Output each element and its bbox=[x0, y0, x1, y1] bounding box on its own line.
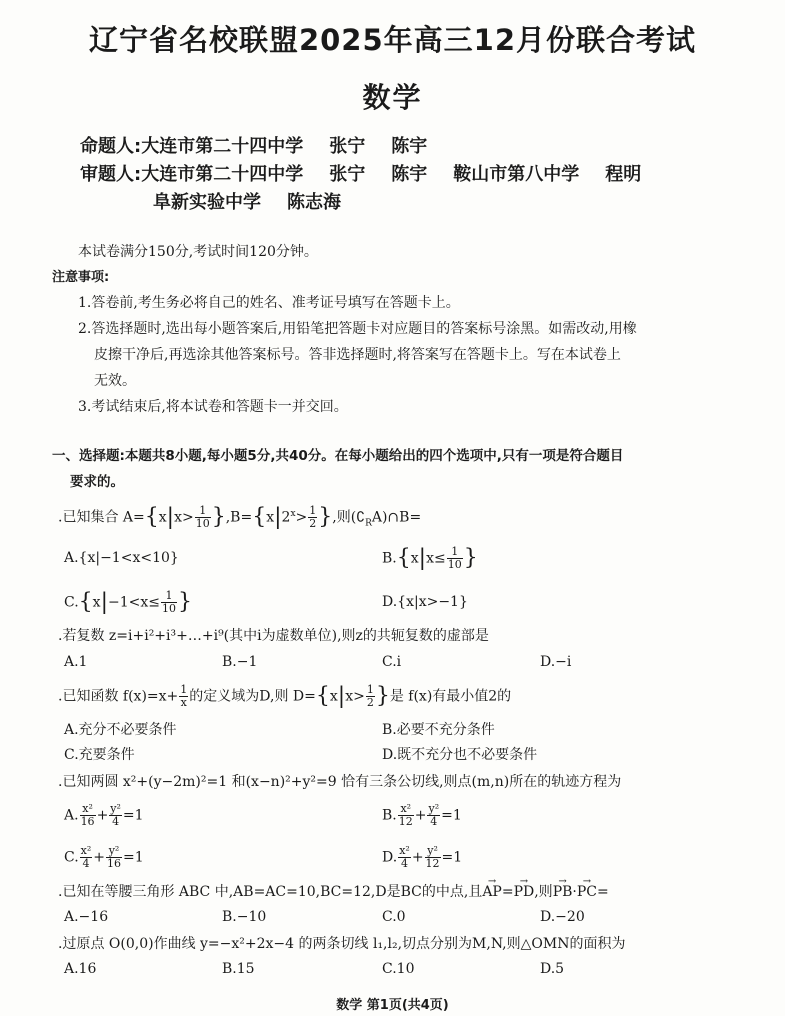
q3-frac-2-num: 1 bbox=[366, 683, 374, 696]
q3-option-d[interactable]: D.既不充分也不必要条件 bbox=[382, 747, 538, 763]
note-item-2: 2.答选择题时,选出每小题答案后,用铅笔把答题卡对应题目的答案标号涂黑。如需改动,用橡 bbox=[78, 321, 637, 337]
q4-a-frac-2 bbox=[109, 803, 122, 828]
q4-c-frac-2-den: 16 bbox=[107, 857, 122, 870]
q5-vector-pd: → PD bbox=[514, 882, 535, 902]
q1-var: x bbox=[158, 509, 167, 526]
note-item-3: 3.考试结束后,将本试卷和答题卡一并交回。 bbox=[78, 399, 348, 415]
reviewer-name-3: 程明 bbox=[605, 164, 642, 185]
q4-d-frac-2-num: y² bbox=[425, 845, 441, 858]
q1-brace-close: } bbox=[211, 504, 226, 530]
q1-b-bar: | bbox=[418, 545, 427, 571]
q3-frac-2-den: 2 bbox=[366, 696, 374, 709]
q2-option-d[interactable]: D.−i bbox=[540, 654, 572, 670]
question-3-stem bbox=[58, 684, 511, 709]
reviewer-school-3: 阜新实验中学 bbox=[153, 192, 261, 213]
q3-option-a[interactable]: A.充分不必要条件 bbox=[64, 722, 177, 738]
q1-b-frac bbox=[447, 546, 463, 571]
q1-brace: { bbox=[144, 504, 159, 530]
q4-c-frac-2-num: y² bbox=[106, 845, 122, 858]
note-item-1: 1.答卷前,考生务必将自己的姓名、准考证号填写在答题卡上。 bbox=[78, 295, 460, 311]
q5-vector-ap: → AP bbox=[482, 882, 502, 902]
question-1-stem bbox=[58, 504, 421, 533]
q4-c-frac-1-den: 4 bbox=[82, 857, 90, 870]
q1-frac-2-num: 1 bbox=[309, 504, 317, 518]
q6-option-b[interactable]: B.15 bbox=[222, 961, 255, 977]
q1-b-var: x bbox=[410, 550, 419, 567]
q1-option-b[interactable] bbox=[382, 546, 478, 571]
q3-frac-2 bbox=[366, 684, 375, 709]
q1-bar: | bbox=[166, 504, 175, 530]
q4-a-eq: =1 bbox=[122, 807, 144, 824]
q4-a-plus: + bbox=[96, 807, 109, 824]
q1-c-brace-close: } bbox=[178, 589, 192, 615]
q1-text-a: .已知集合 A= bbox=[58, 509, 145, 526]
q3-brace-close: } bbox=[375, 683, 390, 709]
q4-option-d[interactable] bbox=[382, 845, 462, 870]
question-2-stem: .若复数 z=i+i²+i³+…+i⁹(其中i为虚数单位),则z的共轭复数的虚部是 bbox=[58, 628, 489, 644]
q1-brace-2-close: } bbox=[318, 504, 333, 530]
q1-b-num: 1 bbox=[447, 546, 463, 559]
q1-bar-2: | bbox=[274, 504, 282, 530]
reviewer-name-2: 陈宇 bbox=[391, 164, 428, 185]
page-footer: 数学 第1页(共4页) bbox=[336, 998, 449, 1013]
q4-c-frac-1 bbox=[80, 845, 93, 870]
q1-c-cond: −1<x≤ bbox=[108, 594, 160, 611]
reviewer-line-2 bbox=[153, 188, 367, 214]
q4-b-frac-1 bbox=[398, 803, 414, 828]
question-4-stem: .已知两圆 x²+(y−2m)²=1 和(x−n)²+y²=9 恰有三条公切线,则点(m,n)所在的轨迹方程为 bbox=[58, 774, 622, 790]
q4-d-plus: + bbox=[411, 849, 424, 866]
q1-exp: x bbox=[290, 509, 296, 519]
q3-cond: x> bbox=[345, 688, 365, 705]
q4-a-pre: A. bbox=[64, 807, 79, 824]
q5-text-b: ,则 bbox=[534, 884, 553, 900]
q5-vector-pc: → PC bbox=[577, 882, 597, 902]
q4-d-frac-2 bbox=[425, 845, 441, 870]
q4-c-eq: =1 bbox=[123, 849, 144, 866]
q4-b-frac-1-den: 12 bbox=[398, 815, 413, 828]
q1-c-num: 1 bbox=[161, 590, 177, 603]
exam-title: 辽宁省名校联盟2025年高三12月份联合考试 bbox=[88, 23, 697, 57]
q1-base: 2 bbox=[281, 509, 291, 526]
q5-dot: · bbox=[572, 884, 577, 900]
question-5-stem bbox=[58, 882, 609, 902]
q1-c-frac bbox=[161, 590, 177, 615]
q1-brace-2: { bbox=[252, 504, 267, 530]
q1-b-brace: { bbox=[396, 545, 411, 571]
q3-option-b[interactable]: B.必要不充分条件 bbox=[382, 722, 495, 738]
section-heading: 一、选择题:本题共8小题,每小题5分,共40分。在每小题给出的四个选项中,只有一项是符合题目 bbox=[52, 448, 624, 464]
q1-b-pre: B. bbox=[382, 550, 397, 567]
q1-frac-1-den: 10 bbox=[195, 517, 210, 531]
q4-d-frac-2-den: 12 bbox=[425, 857, 440, 870]
q4-c-frac-1-num: x² bbox=[80, 844, 92, 857]
q4-c-pre: C. bbox=[64, 849, 79, 866]
q3-text-a: .已知函数 f(x)=x+ bbox=[58, 688, 179, 705]
q3-frac-1-num: 1 bbox=[180, 683, 188, 696]
q4-option-b[interactable] bbox=[382, 803, 462, 828]
q2-option-b[interactable]: B.−1 bbox=[222, 654, 258, 670]
q4-b-frac-2-den: 4 bbox=[430, 815, 438, 828]
note-item-2-end: 无效。 bbox=[94, 373, 136, 389]
q3-text-b: 的定义域为D,则 D= bbox=[189, 688, 316, 705]
q1-c-var: x bbox=[92, 594, 101, 611]
q1-c-den: 10 bbox=[162, 602, 176, 615]
q5-option-d[interactable]: D.−20 bbox=[540, 909, 585, 925]
q4-c-plus: + bbox=[93, 849, 106, 866]
q3-frac-1 bbox=[179, 684, 188, 709]
q5-option-a[interactable]: A.−16 bbox=[64, 909, 109, 925]
q1-text-d: ,B= bbox=[225, 509, 253, 526]
q3-var: x bbox=[329, 688, 338, 705]
reviewer-school-2: 鞍山市第八中学 bbox=[453, 164, 580, 185]
q1-option-c[interactable] bbox=[64, 590, 192, 615]
q2-option-a[interactable]: A.1 bbox=[64, 654, 88, 670]
q1-b-cond: x≤ bbox=[426, 550, 446, 567]
reviewer-line bbox=[80, 160, 667, 186]
q4-option-a[interactable] bbox=[64, 803, 144, 828]
reviewer-label: 审题人:大连市第二十四中学 bbox=[80, 164, 304, 185]
q4-d-frac-1-num: x² bbox=[399, 844, 410, 857]
q1-cond: x> bbox=[174, 509, 194, 526]
setter-name-2: 陈宇 bbox=[391, 136, 428, 157]
q6-option-a[interactable]: A.16 bbox=[64, 961, 97, 977]
q4-b-frac-1-num: x² bbox=[398, 803, 414, 816]
q3-bar: | bbox=[337, 683, 346, 709]
q3-text-e: 是 f(x)有最小值2的 bbox=[389, 688, 512, 705]
q4-a-frac-1 bbox=[80, 803, 96, 828]
q4-b-frac-2-num: y² bbox=[428, 802, 440, 815]
q4-d-eq: =1 bbox=[441, 849, 463, 866]
q1-text-i: ,则(∁ bbox=[332, 509, 366, 526]
q6-option-d[interactable]: D.5 bbox=[540, 961, 565, 977]
reviewer-name-4: 陈志海 bbox=[287, 192, 341, 213]
q4-b-frac-2 bbox=[427, 803, 440, 828]
q4-option-c[interactable] bbox=[64, 845, 144, 870]
setter-name-1: 张宁 bbox=[329, 136, 366, 157]
exam-intro: 本试卷满分150分,考试时间120分钟。 bbox=[78, 244, 318, 260]
q5-text-c: = bbox=[597, 884, 609, 900]
q1-frac-1-num: 1 bbox=[195, 505, 211, 518]
q1-frac-2-den: 2 bbox=[309, 517, 317, 531]
q5-eq: = bbox=[501, 884, 514, 900]
q2-option-c[interactable]: C.i bbox=[382, 654, 402, 670]
q3-option-c[interactable]: C.充要条件 bbox=[64, 747, 135, 763]
q4-a-frac-2-num: y² bbox=[110, 802, 121, 815]
q1-sub-r: R bbox=[365, 518, 372, 529]
q4-a-frac-1-den: 16 bbox=[80, 815, 95, 828]
q1-frac-1 bbox=[195, 505, 211, 530]
q4-b-plus: + bbox=[414, 807, 427, 824]
q1-text-k: A)∩B= bbox=[371, 509, 422, 526]
q5-option-c[interactable]: C.0 bbox=[382, 909, 406, 925]
section-heading-cont: 要求的。 bbox=[70, 474, 124, 490]
reviewer-name-1: 张宁 bbox=[329, 164, 366, 185]
q1-b-den: 10 bbox=[447, 558, 462, 571]
q6-option-c[interactable]: C.10 bbox=[382, 961, 415, 977]
note-item-2-cont: 皮擦干净后,再选涂其他答案标号。答非选择题时,将答案写在答题卡上。写在本试卷上 bbox=[94, 347, 621, 363]
question-6-stem: .过原点 O(0,0)作曲线 y=−x²+2x−4 的两条切线 l₁,l₂,切点分别为M,N,则△OMN的面积为 bbox=[58, 936, 626, 952]
q1-option-a[interactable]: A.{x|−1<x<10} bbox=[64, 550, 179, 566]
q1-c-pre: C. bbox=[64, 594, 79, 611]
q4-d-frac-1-den: 4 bbox=[401, 857, 408, 870]
q4-d-frac-1 bbox=[398, 845, 411, 870]
q3-brace: { bbox=[315, 683, 330, 709]
q1-gt: > bbox=[295, 509, 308, 526]
notes-heading: 注意事项: bbox=[52, 270, 110, 285]
q1-option-d[interactable]: D.{x|x>−1} bbox=[382, 594, 468, 610]
q5-vector-pb: → PB bbox=[553, 882, 573, 902]
q1-b-brace-close: } bbox=[463, 545, 478, 571]
setter-label: 命题人:大连市第二十四中学 bbox=[80, 136, 304, 157]
setter-line bbox=[80, 132, 453, 158]
q4-a-frac-1-num: x² bbox=[80, 803, 96, 816]
q1-c-brace: { bbox=[78, 589, 93, 615]
q5-option-b[interactable]: B.−10 bbox=[222, 909, 267, 925]
exam-subject: 数学 bbox=[362, 81, 423, 114]
q5-text-a: .已知在等腰三角形 ABC 中,AB=AC=10,BC=12,D是BC的中点,且 bbox=[58, 884, 483, 900]
q4-b-eq: =1 bbox=[441, 807, 462, 824]
q1-c-bar: | bbox=[100, 589, 108, 615]
q4-b-pre: B. bbox=[382, 807, 397, 824]
q4-c-frac-2 bbox=[106, 845, 122, 870]
q1-frac-2 bbox=[308, 505, 317, 530]
q4-d-pre: D. bbox=[382, 849, 398, 866]
q3-frac-1-den: x bbox=[180, 696, 187, 709]
q4-a-frac-2-den: 4 bbox=[112, 815, 120, 828]
q1-var-2: x bbox=[266, 509, 275, 526]
